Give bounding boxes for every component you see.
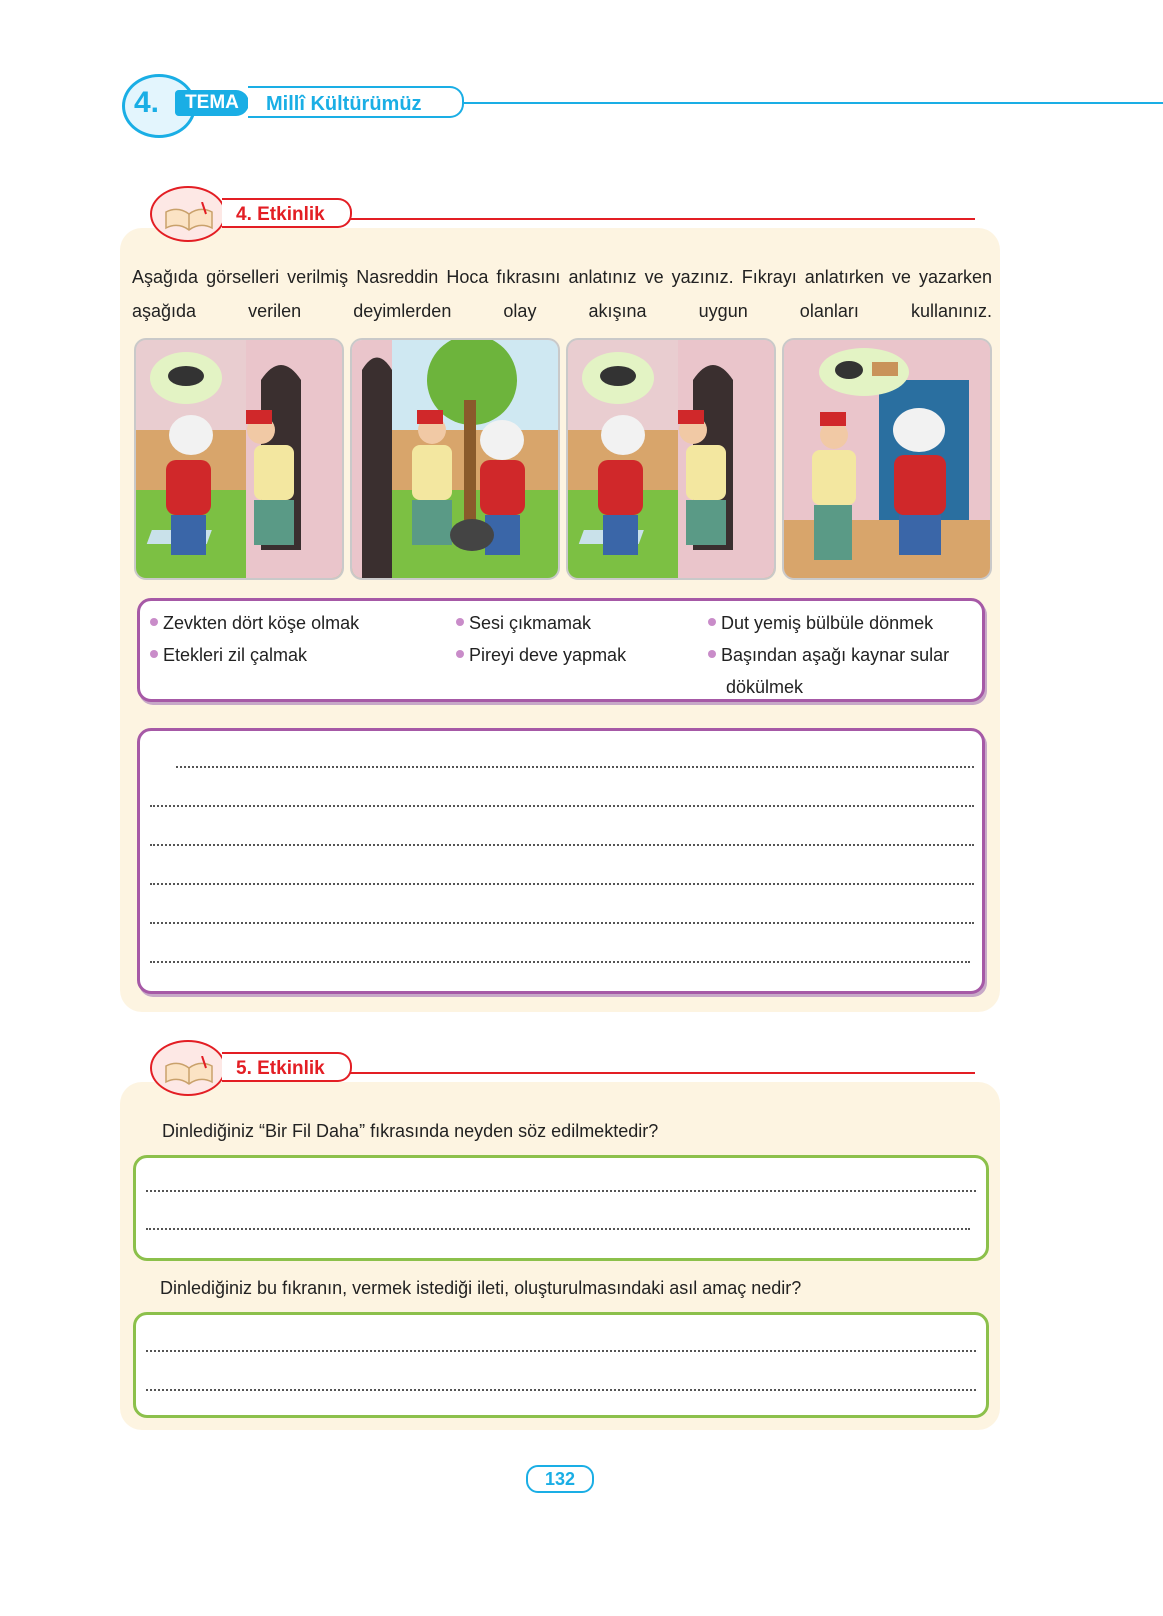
activity-4-badge — [150, 186, 226, 242]
answer-line[interactable] — [146, 1228, 970, 1230]
comic-illustration-2 — [352, 340, 558, 578]
idiom-text: Başından aşağı kaynar sular — [721, 645, 950, 665]
bullet-icon — [708, 650, 716, 658]
answer-line[interactable] — [150, 844, 974, 846]
question-1: Dinlediğiniz “Bir Fil Daha” fıkrasında neyden söz edilmektedir? — [162, 1121, 659, 1141]
answer-line[interactable] — [150, 922, 974, 924]
theme-rule — [460, 102, 1163, 104]
answer-line[interactable] — [146, 1350, 976, 1352]
bullet-icon — [708, 618, 716, 626]
idiom-text: Sesi çıkmamak — [469, 613, 592, 633]
comic-illustration-4 — [784, 340, 990, 578]
bullet-icon — [456, 650, 464, 658]
open-book-icon — [164, 202, 214, 232]
bullet-icon — [150, 650, 158, 658]
idiom-item — [708, 612, 933, 634]
answer-line[interactable] — [150, 883, 974, 885]
idiom-text: Etekleri zil çalmak — [163, 645, 308, 665]
open-book-icon — [164, 1056, 214, 1086]
answer-area-question-1[interactable] — [133, 1155, 989, 1261]
idiom-item — [456, 644, 626, 666]
idiom-item — [708, 644, 949, 666]
idiom-item — [150, 612, 359, 634]
activity-5-badge — [150, 1040, 226, 1096]
activity-5-rule — [350, 1072, 975, 1074]
answer-line[interactable] — [146, 1389, 976, 1391]
activity-4-header — [150, 186, 975, 236]
theme-number: 4. — [134, 86, 160, 119]
comic-illustration-1 — [136, 340, 342, 578]
idiom-item — [150, 644, 307, 666]
comic-panel-4 — [782, 338, 992, 580]
comic-panel-3 — [566, 338, 776, 580]
question-2: Dinlediğiniz bu fıkranın, vermek istediği ileti, oluşturulmasındaki asıl amaç nedir? — [160, 1278, 802, 1298]
idiom-text: Zevkten dört köşe olmak — [163, 613, 360, 633]
idiom-item-continued: dökülmek — [726, 677, 804, 697]
answer-line[interactable] — [146, 1190, 976, 1192]
comic-panel-2 — [350, 338, 560, 580]
bullet-icon — [456, 618, 464, 626]
answer-line[interactable] — [176, 766, 974, 768]
activity-4-rule — [350, 218, 975, 220]
comic-panel-1 — [134, 338, 344, 580]
bullet-icon — [150, 618, 158, 626]
activity-4-label: 4. Etkinlik — [222, 198, 352, 228]
theme-title: Millî Kültürümüz — [248, 86, 464, 118]
activity-5-header — [150, 1040, 975, 1090]
page-number: 132 — [526, 1465, 594, 1493]
activity-5-label: 5. Etkinlik — [222, 1052, 352, 1082]
answer-line[interactable] — [150, 805, 974, 807]
comic-illustration-3 — [568, 340, 774, 578]
theme-tag: TEMA — [175, 90, 249, 116]
idiom-text: Pireyi deve yapmak — [469, 645, 627, 665]
answer-area-question-2[interactable] — [133, 1312, 989, 1418]
answer-line[interactable] — [150, 961, 970, 963]
idiom-item — [456, 612, 591, 634]
idiom-text: Dut yemiş bülbüle dönmek — [721, 613, 934, 633]
activity-4-instruction: Aşağıda görselleri verilmiş Nasreddin Hoca fıkrasını anlatınız ve yazınız. Fıkrayı anlatırken ve yazarken aşağıda verilen deyimlerden olay akışına uygun olanları kullanınız. — [132, 267, 992, 321]
